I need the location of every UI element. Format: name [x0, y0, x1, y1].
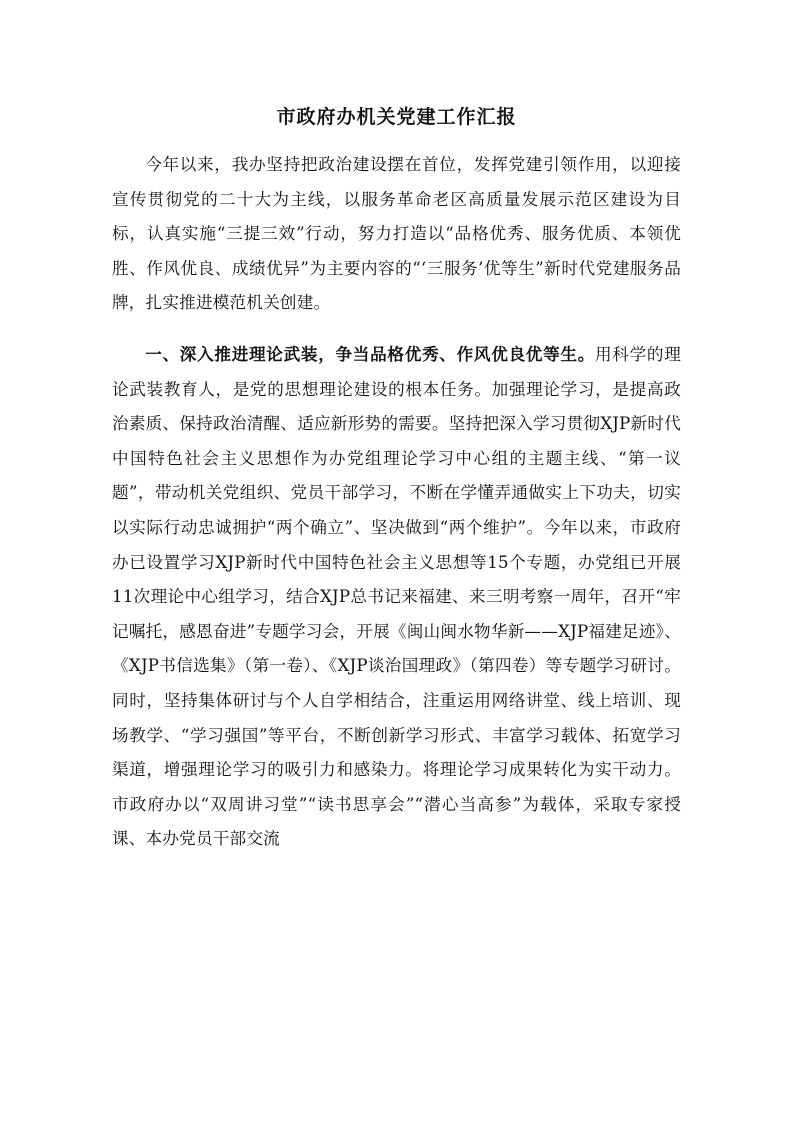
section-1-body: 用科学的理论武装教育人，是党的思想理论建设的根本任务。加强理论学习，是提高政治素质、保持政治清醒、适应新形势的需要。坚持把深入学习贯彻XJP新时代中国特色社会主义思想作为办党组理论学习中心组的主题主线、“第一议题”，带动机关党组织、党员干部学习，不断在学懂弄通做实上下功夫，切实以实际行动忠诚拥护“两个确立”、坚决做到“两个维护”。今年以来，市政府办已设置学习XJP新时代中国特色社会主义思想等15个专题，办党组已开展11次理论中心组学习，结合XJP总书记来福建、来三明考察一周年，召开“牢记嘱托，感恩奋进”专题学习会，开展《闽山闽水物华新——XJP福建足迹》、《XJP书信选集》（第一卷）、《XJP谈治国理政》（第四卷）等专题学习研讨。同时，坚持集体研讨与个人自学相结合，注重运用网络讲堂、线上培训、现场教学、“学习强国”等平台，不断创新学习形式、丰富学习载体、拓宽学习渠道，增强理论学习的吸引力和感染力。将理论学习成果转化为实干动力。市政府办以“双周讲习堂”“读书思享会”“潜心当高参”为载体，采取专家授课、本办党员干部交流: [112, 344, 681, 849]
intro-paragraph: 今年以来，我办坚持把政治建设摆在首位，发挥党建引领作用，以迎接宣传贯彻党的二十大为主线，以服务革命老区高质量发展示范区建设为目标，认真实施“三提三效”行动，努力打造以“品格优秀、服务优质、本领优胜、作风优良、成绩优异”为主要内容的“‘三服务’优等生”新时代党建服务品牌，扎实推进模范机关创建。: [112, 155, 681, 313]
section-1-heading: 一、深入推进理论武装，争当品格优秀、作风优良优等生。: [145, 343, 595, 364]
document-title: 市政府办机关党建工作汇报: [276, 106, 517, 128]
section-1-paragraph: [112, 337, 681, 857]
